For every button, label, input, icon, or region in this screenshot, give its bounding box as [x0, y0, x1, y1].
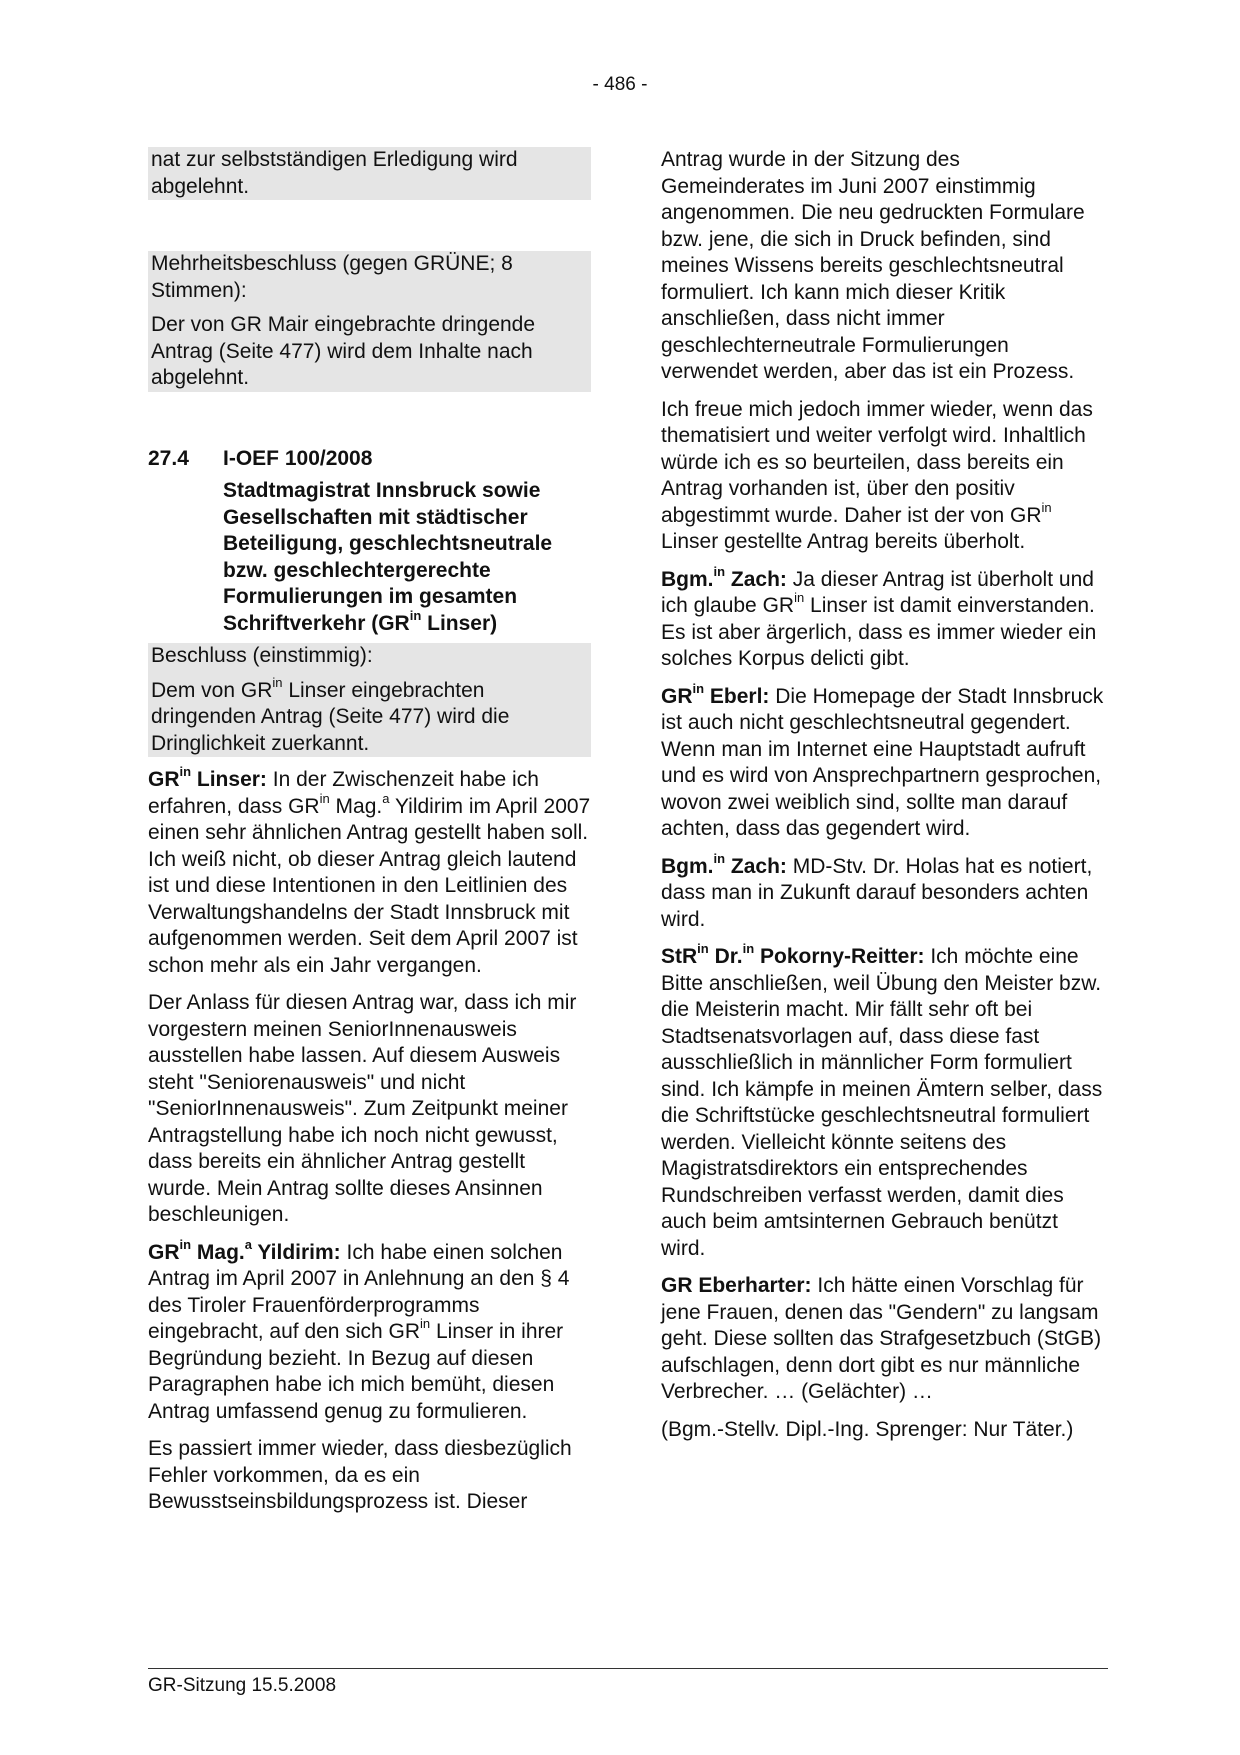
interjection: (Bgm.-Stellv. Dipl.-Ing. Sprenger: Nur Täter.) — [661, 1417, 1074, 1441]
speech-paragraph: $GR^{in}$ Linser: In der Zwischenzeit habe ich erfahren, dass $GR^{in}$ Mag.$^a$ Yildirim im April 2007 einen sehr ähnlichen Antrag gestellt haben soll. Ich weiß nicht, ob dieser Antrag gleich lautend ist und diese Intentionen in den Leitlinien des Verwaltungshandelns der Stadt Innsbruck mit aufgenommen werden. Seit dem April 2007 ist schon mehr als ein Jahr vergangen. — [148, 764, 591, 977]
speech-paragraph: Es passiert immer wieder, dass diesbezüglich Fehler vorkommen, da es ein Bewusstseinsbildungsprozess ist. Dieser — [148, 1437, 572, 1513]
left-column — [148, 147, 591, 1527]
agenda-item-title: Stadtmagistrat Innsbruck sowie Gesellschaften mit städtischer Beteiligung, geschlechtsneutrale bzw. geschlechtergerechte Formulierungen im gesamten Schriftverkehr ($GR^{in}$ Linser) — [223, 479, 553, 635]
resolution-box-2 — [148, 251, 591, 392]
speech-paragraph: $GR^{in}$ Eberl: Die Homepage der Stadt Innsbruck ist auch nicht geschlechtsneutral gegendert. Wenn man im Internet eine Hauptstadt aufruft und es wird von Ansprechpartnern gesprochen, wovon zwei weiblich sind, sollte man darauf achten, dass das gegendert wird. — [661, 680, 1104, 840]
agenda-item-header — [148, 446, 591, 473]
speaker-name: Bgm.$^{in}$ Zach: — [661, 850, 787, 878]
speech-paragraph: $GR^{in}$ Mag.$^a$ Yildirim: Ich habe einen solchen Antrag im April 2007 in Anlehnung an den § 4 des Tiroler Frauenförderprogramms eingebracht, auf den sich $GR^{in}$ Linser in ihrer Begründung bezieht. In Bezug auf diesen Paragraphen habe ich mich bemüht, diesen Antrag umfassend genug zu formulieren. — [148, 1236, 570, 1423]
resolution-box-3 — [148, 643, 591, 757]
speaker-name: Bgm.$^{in}$ Zach: — [661, 563, 787, 591]
speech-paragraph: StR$^{in}$ Dr.$^{in}$ Pokorny-Reitter: Ich möchte eine Bitte anschließen, weil Übung den Meister bzw. die Meisterin macht. Mir fällt sehr oft bei Stadtsenatsvorlagen auf, dass diese fast ausschließlich in männlicher Form formuliert sind. Ich kämpfe in meinen Ämtern selber, dass die Schriftstücke geschlechtsneutral formuliert werden. Vielleicht könnte seitens des Magistratsdirektors ein entsprechendes Rundschreiben verfasst werden, damit dies auch beim amtsinternen Gebrauch benützt wird. — [661, 941, 1103, 1260]
speaker-name: StR$^{in}$ Dr.$^{in}$ Pokorny-Reitter: — [661, 941, 925, 968]
resolution-heading: Mehrheitsbeschluss (gegen GRÜNE; 8 Stimmen): — [151, 252, 513, 302]
agenda-item-code: I-OEF 100/2008 — [223, 446, 373, 470]
speaker-name: GR Eberharter: — [661, 1274, 812, 1297]
speech-paragraph: Der Anlass für diesen Antrag war, dass ich mir vorgestern meinen SeniorInnenausweis ausstellen habe lassen. Auf diesem Ausweis steht "Seniorenausweis" und nicht "SeniorInnenausweis". Zum Zeitpunkt meiner Antragstellung habe ich noch nicht gewusst, dass bereits ein ähnlicher Antrag gestellt wurde. Mein Antrag sollte dieses Ansinnen beschleunigen. — [148, 991, 577, 1226]
footer-rule — [148, 1668, 1108, 1669]
resolution-text: Dem von $GR^{in}$ Linser eingebrachten dringenden Antrag (Seite 477) wird die Dringlichkeit zuerkannt. — [151, 674, 510, 755]
speech-paragraph: Bgm.$^{in}$ Zach: Ja dieser Antrag ist überholt und ich glaube $GR^{in}$ Linser ist damit einverstanden. Es ist aber ärgerlich, dass es immer wieder ein solches Korpus delicti gibt. — [661, 563, 1097, 670]
speech-paragraph: Ich freue mich jedoch immer wieder, wenn das thematisiert und weiter verfolgt wird. Inhaltlich würde ich es so beurteilen, dass bereits ein Antrag vorhanden ist, über den positiv abgestimmt wurde. Daher ist der von $GR^{in}$ Linser gestellte Antrag bereits überholt. — [661, 397, 1093, 553]
right-column — [661, 147, 1107, 1454]
resolution-heading: Beschluss (einstimmig): — [151, 644, 373, 667]
speech-paragraph: Antrag wurde in der Sitzung des Gemeinderates im Juni 2007 einstimmig angenommen. Die neu gedruckten Formulare bzw. jene, die sich in Druck befinden, sind meines Wissens bereits geschlechtsneutral formuliert. Ich kann mich dieser Kritik anschließen, dass nicht immer geschlechterneutrale Formulierungen verwendet werden, aber das ist ein Prozess. — [661, 148, 1085, 383]
resolution-box-1 — [148, 147, 591, 200]
page-number: - 486 - — [592, 74, 648, 95]
agenda-item-number: 27.4 — [148, 446, 189, 470]
speaker-name: $GR^{in}$ Eberl: — [661, 680, 770, 708]
resolution-text: nat zur selbstständigen Erledigung wird abgelehnt. — [151, 148, 518, 198]
speaker-name: $GR^{in}$ Mag.$^a$ Yildirim: — [148, 1236, 341, 1264]
footer-text: GR-Sitzung 15.5.2008 — [148, 1675, 337, 1696]
resolution-text: Der von GR Mair eingebrachte dringende Antrag (Seite 477) wird dem Inhalte nach abgelehnt. — [151, 313, 536, 389]
speech-paragraph: Bgm.$^{in}$ Zach: MD-Stv. Dr. Holas hat es notiert, dass man in Zukunft darauf besonders achten wird. — [661, 850, 1093, 931]
speaker-name: $GR^{in}$ Linser: — [148, 764, 267, 791]
speech-paragraph: GR Eberharter: Ich hätte einen Vorschlag für jene Frauen, denen das "Gendern" zu langsam geht. Diese sollten das Strafgesetzbuch (StGB) aufschlagen, denn dort gibt es nur männliche Verbrecher. … (Gelächter) … — [661, 1274, 1102, 1403]
